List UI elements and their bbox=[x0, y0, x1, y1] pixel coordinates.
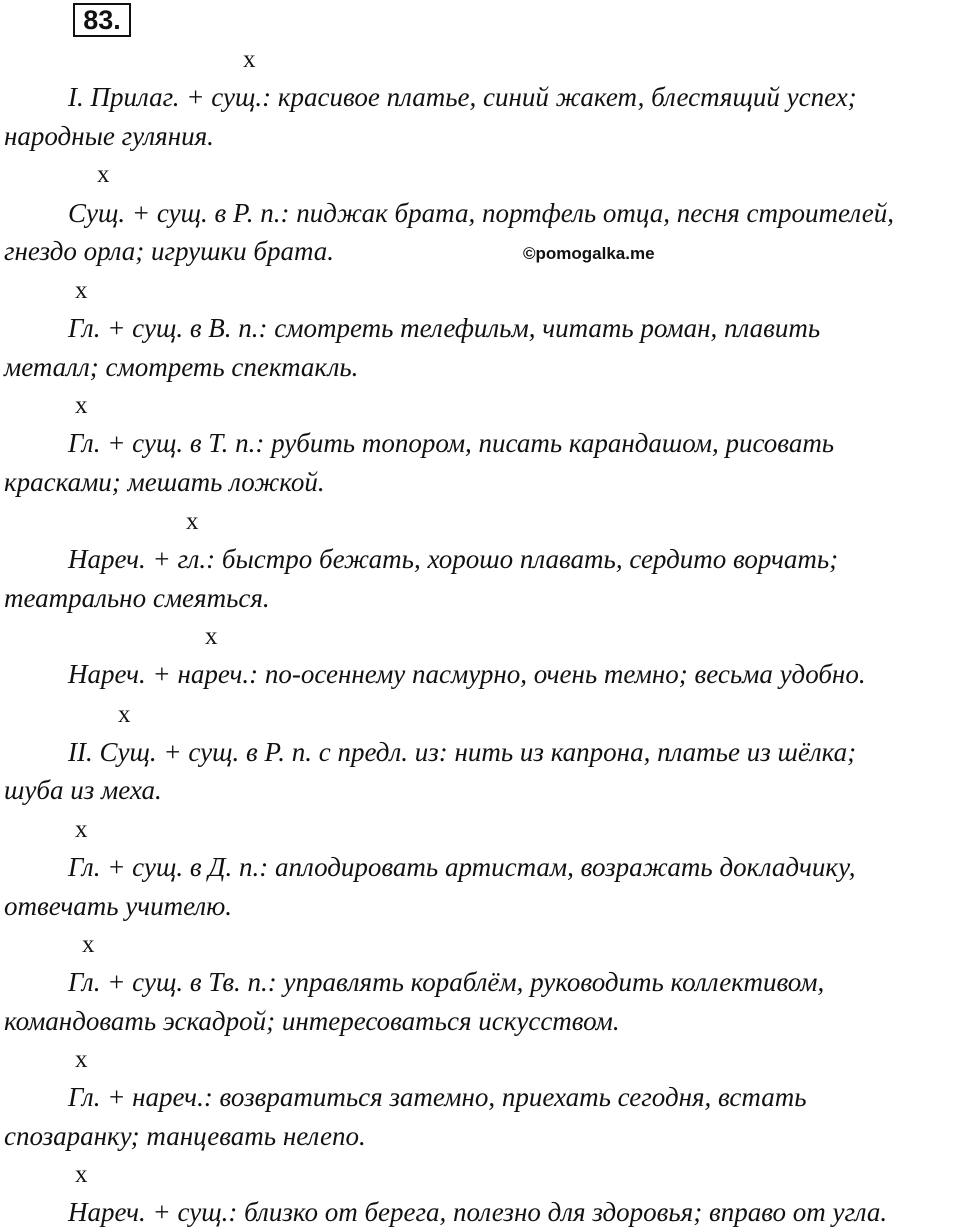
entry-line-continuation: отвечать учителю. bbox=[4, 891, 232, 921]
entry-line: Гл. + нареч.: возвратиться затемно, приехать сегодня, встать bbox=[68, 1082, 807, 1112]
head-word-mark: x bbox=[186, 508, 199, 535]
head-word-mark: x bbox=[75, 816, 88, 843]
head-word-mark: x bbox=[75, 392, 88, 419]
entry-line: Нареч. + гл.: быстро бежать, хорошо плавать, сердито ворчать; bbox=[68, 544, 839, 574]
entry-line: Гл. + сущ. в В. п.: смотреть телефильм, читать роман, плавить bbox=[68, 313, 821, 343]
entry-line-continuation: командовать эскадрой; интересоваться искусством. bbox=[4, 1006, 620, 1036]
watermark: ©pomogalka.me bbox=[523, 244, 655, 263]
head-word-mark: x bbox=[75, 1046, 88, 1073]
entry-line-continuation: театрально смеяться. bbox=[4, 583, 270, 613]
entry-line-continuation: гнездо орла; игрушки брата. bbox=[4, 236, 335, 266]
entry-line-continuation: красками; мешать ложкой. bbox=[4, 467, 325, 497]
head-word-mark: x bbox=[75, 1161, 88, 1188]
entry-line: Нареч. + сущ.: близко от берега, полезно для здоровья; вправо от угла. bbox=[68, 1197, 888, 1227]
head-word-mark: x bbox=[118, 701, 131, 728]
entry-line: I. Прилаг. + сущ.: красивое платье, синий жакет, блестящий успех; bbox=[68, 82, 857, 112]
entry-line-continuation: народные гуляния. bbox=[4, 121, 214, 151]
entry-line: II. Сущ. + сущ. в Р. п. с предл. из: нить из капрона, платье из шёлка; bbox=[68, 737, 857, 767]
head-word-mark: x bbox=[205, 623, 218, 650]
entry-line: Гл. + сущ. в Д. п.: аплодировать артистам, возражать докладчику, bbox=[68, 852, 856, 882]
entry-line-continuation: спозаранку; танцевать нелепо. bbox=[4, 1121, 366, 1151]
entry-line: Нареч. + нареч.: по-осеннему пасмурно, очень темно; весьма удобно. bbox=[68, 659, 866, 689]
entry-line-continuation: металл; смотреть спектакль. bbox=[4, 352, 359, 382]
entry-line: Сущ. + сущ. в Р. п.: пиджак брата, портфель отца, песня строителей, bbox=[68, 198, 895, 228]
head-word-mark: x bbox=[75, 277, 88, 304]
entry-line: Гл. + сущ. в Тв. п.: управлять кораблём, руководить коллективом, bbox=[68, 967, 825, 997]
entry-line-continuation: шуба из меха. bbox=[4, 775, 162, 805]
exercise-number: 83. bbox=[73, 3, 131, 37]
head-word-mark: x bbox=[82, 931, 95, 958]
head-word-mark: x bbox=[243, 46, 256, 73]
entry-line: Гл. + сущ. в Т. п.: рубить топором, писать карандашом, рисовать bbox=[68, 428, 835, 458]
head-word-mark: x bbox=[97, 161, 110, 188]
